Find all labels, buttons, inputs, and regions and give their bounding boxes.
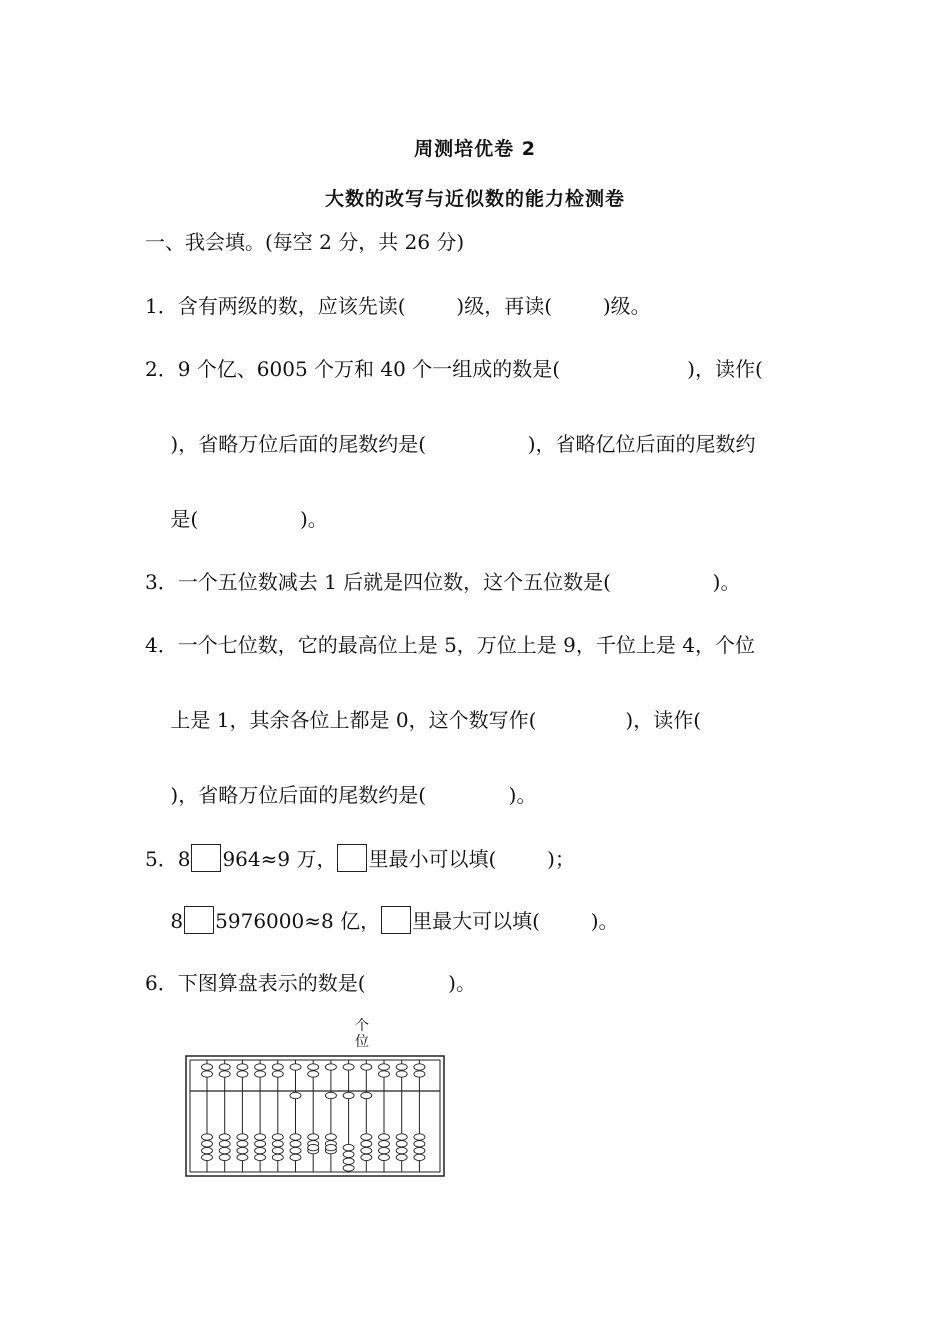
abacus-upper-bead bbox=[414, 1071, 425, 1077]
abacus-lower-bead bbox=[414, 1147, 425, 1153]
abacus-lower-bead bbox=[219, 1147, 230, 1153]
abacus-upper-bead bbox=[343, 1064, 354, 1070]
ones-label-bottom: 位 bbox=[355, 1034, 369, 1050]
abacus-lower-bead bbox=[343, 1144, 354, 1150]
abacus-lower-bead bbox=[202, 1154, 213, 1160]
abacus-lower-bead bbox=[290, 1154, 301, 1160]
abacus-upper-bead bbox=[379, 1064, 390, 1070]
abacus-lower-bead bbox=[361, 1141, 372, 1147]
abacus-upper-bead bbox=[219, 1071, 230, 1077]
abacus-figure bbox=[180, 1010, 450, 1180]
abacus-upper-bead bbox=[290, 1064, 301, 1070]
abacus-lower-bead bbox=[290, 1134, 301, 1140]
q5-mid-1: 964≈9 万， bbox=[222, 847, 337, 871]
q5-mid-2: 5976000≈8 亿， bbox=[215, 909, 381, 933]
abacus-upper-bead bbox=[308, 1071, 319, 1077]
abacus-lower-bead bbox=[202, 1134, 213, 1140]
ones-label-top: 个 bbox=[355, 1018, 369, 1034]
abacus-upper-bead bbox=[379, 1071, 390, 1077]
page-subtitle: 大数的改写与近似数的能力检测卷 bbox=[324, 188, 625, 210]
abacus-upper-bead bbox=[272, 1071, 283, 1077]
abacus-upper-bead bbox=[202, 1064, 213, 1070]
abacus-upper-bead bbox=[219, 1064, 230, 1070]
abacus-lower-bead bbox=[379, 1154, 390, 1160]
abacus-lower-bead bbox=[343, 1158, 354, 1164]
abacus-upper-bead bbox=[272, 1064, 283, 1070]
abacus-upper-bead bbox=[202, 1071, 213, 1077]
abacus-lower-bead bbox=[379, 1141, 390, 1147]
abacus-lower-bead bbox=[255, 1147, 266, 1153]
abacus-lower-bead bbox=[290, 1141, 301, 1147]
abacus-lower-bead bbox=[414, 1134, 425, 1140]
abacus-lower-bead bbox=[379, 1134, 390, 1140]
abacus-lower-bead bbox=[361, 1154, 372, 1160]
abacus-lower-bead bbox=[255, 1134, 266, 1140]
abacus-upper-bead bbox=[396, 1071, 407, 1077]
abacus-lower-bead bbox=[237, 1147, 248, 1153]
abacus-lower-bead bbox=[308, 1144, 319, 1150]
question-5-line-1 bbox=[145, 844, 575, 873]
abacus-upper-bead bbox=[255, 1064, 266, 1070]
abacus-lower-bead bbox=[343, 1165, 354, 1171]
abacus-lower-bead bbox=[396, 1134, 407, 1140]
abacus-upper-bead bbox=[414, 1064, 425, 1070]
answer-box[interactable] bbox=[337, 844, 367, 872]
abacus-lower-bead bbox=[308, 1134, 319, 1140]
abacus-lower-bead bbox=[396, 1141, 407, 1147]
answer-box[interactable] bbox=[184, 906, 214, 934]
question-4-line-2: 上是 1，其余各位上都是 0，这个数写作( )，读作( bbox=[145, 708, 702, 732]
question-2-line-2: )，省略万位后面的尾数约是( )，省略亿位后面的尾数约 bbox=[145, 432, 756, 456]
abacus-upper-bead bbox=[361, 1064, 372, 1070]
question-3: 3．一个五位数减去 1 后就是四位数，这个五位数是( )。 bbox=[145, 570, 741, 594]
question-2-line-1: 2．9 个亿、6005 个万和 40 个一组成的数是( )，读作( bbox=[145, 357, 763, 381]
abacus-lower-bead bbox=[255, 1141, 266, 1147]
abacus-lower-bead bbox=[325, 1144, 336, 1150]
abacus-upper-bead bbox=[396, 1064, 407, 1070]
answer-box[interactable] bbox=[381, 906, 411, 934]
abacus-lower-bead bbox=[202, 1141, 213, 1147]
abacus-lower-bead bbox=[414, 1154, 425, 1160]
abacus-lower-bead bbox=[237, 1141, 248, 1147]
section-heading: 一、我会填。(每空 2 分，共 26 分) bbox=[145, 230, 465, 254]
abacus-lower-bead bbox=[219, 1154, 230, 1160]
abacus-lower-bead bbox=[396, 1147, 407, 1153]
q5-prefix-2: 8 bbox=[145, 909, 184, 933]
abacus-upper-bead bbox=[237, 1064, 248, 1070]
abacus-upper-bead bbox=[308, 1064, 319, 1070]
abacus-upper-bead bbox=[290, 1092, 301, 1098]
abacus-lower-bead bbox=[343, 1151, 354, 1157]
abacus-lower-bead bbox=[414, 1141, 425, 1147]
abacus-upper-bead bbox=[361, 1092, 372, 1098]
abacus-lower-bead bbox=[272, 1141, 283, 1147]
abacus-upper-bead bbox=[325, 1064, 336, 1070]
abacus-lower-bead bbox=[255, 1154, 266, 1160]
abacus-lower-bead bbox=[272, 1154, 283, 1160]
abacus-upper-bead bbox=[325, 1092, 336, 1098]
abacus-lower-bead bbox=[202, 1147, 213, 1153]
abacus-lower-bead bbox=[219, 1134, 230, 1140]
question-6: 6．下图算盘表示的数是( )。 bbox=[145, 971, 476, 995]
abacus-lower-bead bbox=[361, 1147, 372, 1153]
abacus-lower-bead bbox=[379, 1147, 390, 1153]
abacus-lower-bead bbox=[237, 1154, 248, 1160]
abacus-lower-bead bbox=[237, 1134, 248, 1140]
abacus-lower-bead bbox=[272, 1147, 283, 1153]
abacus-lower-bead bbox=[396, 1154, 407, 1160]
abacus-upper-bead bbox=[343, 1092, 354, 1098]
abacus-upper-bead bbox=[237, 1071, 248, 1077]
question-5-line-2 bbox=[145, 906, 619, 935]
abacus-upper-bead bbox=[255, 1071, 266, 1077]
abacus-lower-bead bbox=[361, 1134, 372, 1140]
answer-box[interactable] bbox=[191, 844, 221, 872]
q5-end-2: 里最大可以填( )。 bbox=[412, 909, 619, 933]
question-4-line-1: 4．一个七位数，它的最高位上是 5，万位上是 9，千位上是 4，个位 bbox=[145, 633, 755, 657]
abacus-lower-bead bbox=[325, 1134, 336, 1140]
q5-end-1: 里最小可以填( )； bbox=[368, 847, 575, 871]
abacus-lower-bead bbox=[272, 1134, 283, 1140]
question-1: 1．含有两级的数，应该先读( )级，再读( )级。 bbox=[145, 294, 651, 318]
abacus-lower-bead bbox=[219, 1141, 230, 1147]
question-2-line-3: 是( )。 bbox=[145, 507, 328, 531]
question-4-line-3: )，省略万位后面的尾数约是( )。 bbox=[145, 783, 537, 807]
q5-prefix-1: 5．8 bbox=[145, 847, 191, 871]
page-title: 周测培优卷 2 bbox=[414, 138, 536, 160]
abacus-lower-bead bbox=[290, 1147, 301, 1153]
